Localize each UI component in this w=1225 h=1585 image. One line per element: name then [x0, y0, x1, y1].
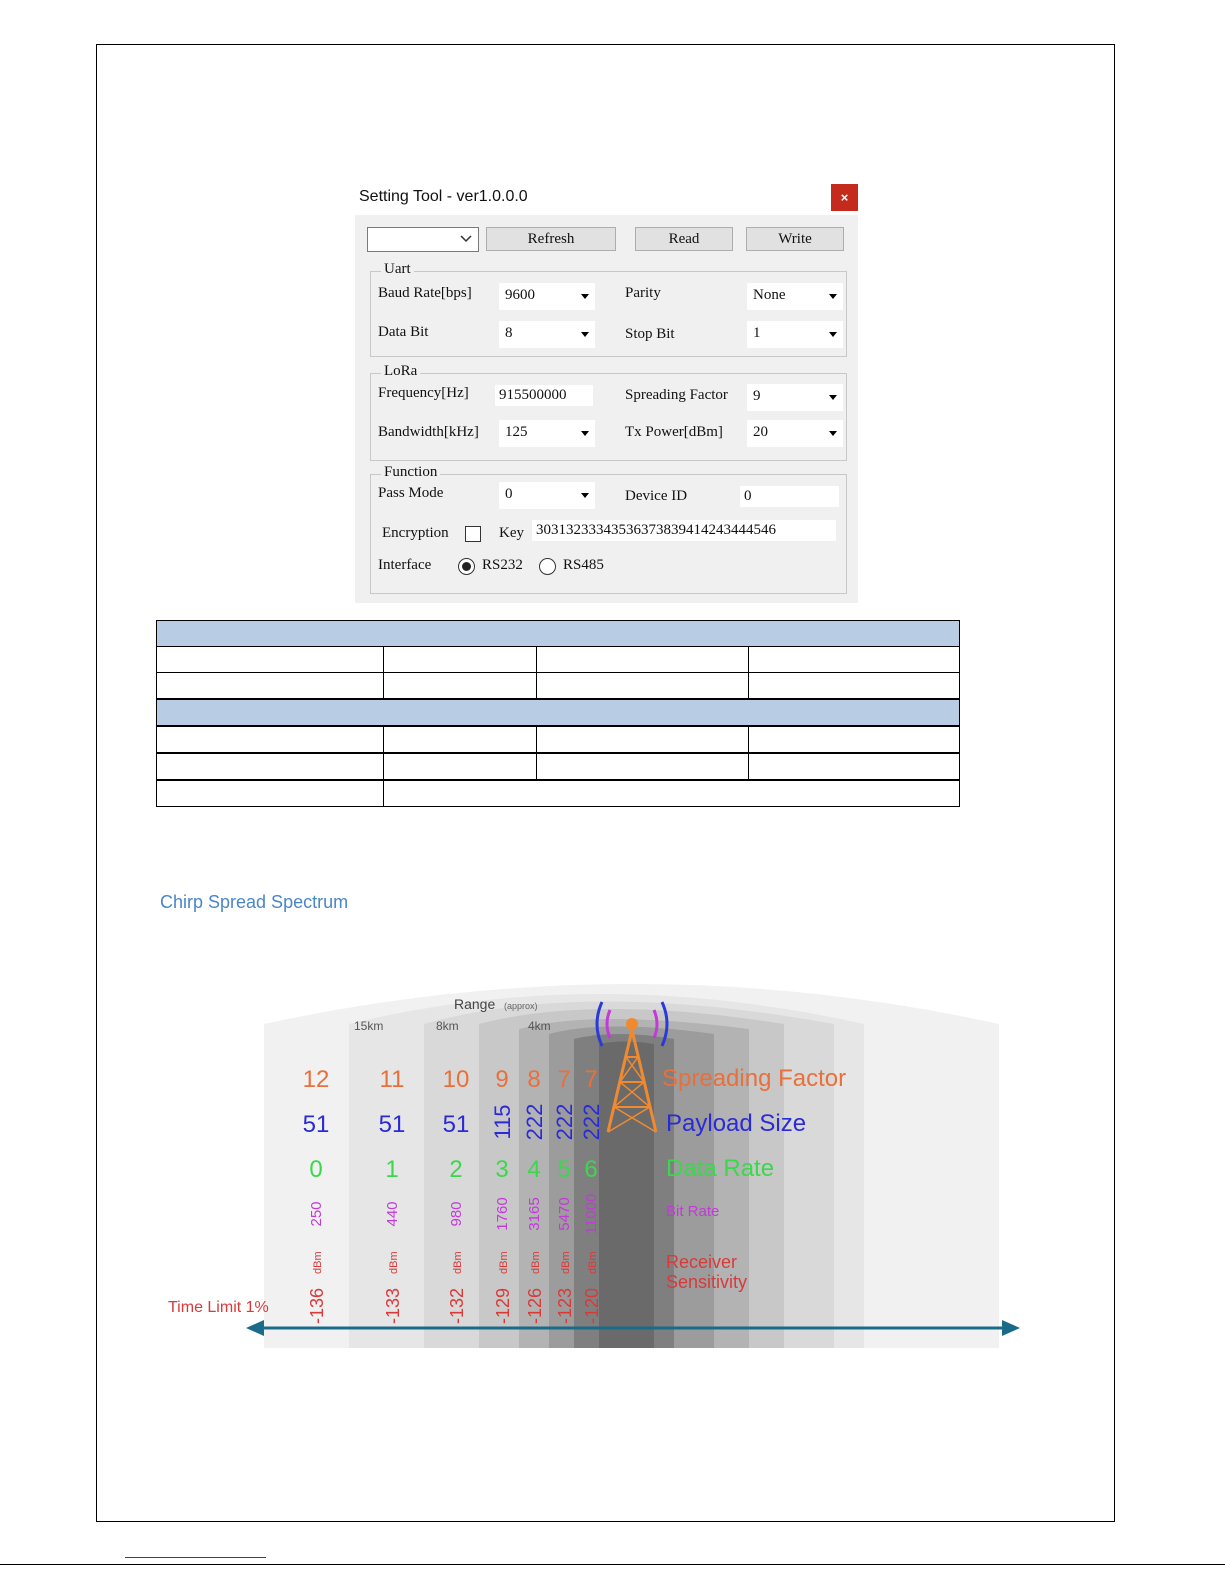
key-label: Key: [499, 525, 524, 541]
refresh-button[interactable]: Refresh: [486, 227, 616, 251]
table-cell: [536, 727, 537, 752]
bit-rate-value: 980: [448, 1201, 465, 1227]
payload-size-value: 115: [490, 1104, 515, 1140]
data-bit-label: Data Bit: [378, 324, 429, 340]
table-row: [156, 726, 960, 753]
bit-rate-value: 3165: [526, 1197, 543, 1231]
sensitivity-unit: dBm: [530, 1251, 542, 1274]
sensitivity-unit: dBm: [560, 1251, 572, 1274]
parity-value: None: [753, 287, 786, 303]
legend-sensitivity: Sensitivity: [666, 1272, 748, 1292]
table-cell: [383, 781, 384, 806]
rs485-label: RS485: [563, 557, 604, 573]
table-cell: [536, 754, 537, 779]
data-rate-value: 3: [495, 1156, 509, 1183]
table-cell: [383, 647, 384, 672]
rs232-label: RS232: [482, 557, 523, 573]
title-bar: [355, 182, 858, 215]
stop-bit-select[interactable]: [747, 321, 843, 348]
spreading-factor-value: 10: [442, 1066, 470, 1093]
spreading-factor-value: 7: [584, 1066, 598, 1093]
data-rate-value: 5: [557, 1156, 571, 1183]
lora-group-label: LoRa: [381, 363, 420, 380]
spec-table: [156, 620, 960, 807]
data-rate-value: 6: [584, 1156, 598, 1183]
sensitivity-value: -136: [307, 1287, 327, 1324]
range-label: Range: [454, 996, 496, 1012]
sensitivity-value: -120: [582, 1287, 602, 1324]
parity-label: Parity: [625, 285, 661, 301]
write-button[interactable]: Write: [746, 227, 844, 251]
key-input[interactable]: 30313233343536373839414243444546: [532, 520, 836, 541]
interface-label: Interface: [378, 557, 432, 573]
parity-select[interactable]: [747, 283, 843, 310]
table-row: [156, 672, 960, 699]
dropdown-arrow-icon: [581, 493, 589, 498]
legend-data-rate: Data Rate: [666, 1155, 775, 1182]
data-rate-value: 1: [385, 1156, 399, 1183]
spreading-factor-value: 11: [379, 1066, 405, 1093]
legend-payload-size: Payload Size: [666, 1110, 807, 1137]
bandwidth-select[interactable]: [499, 420, 595, 447]
table-cell: [536, 647, 537, 672]
tx-power-select[interactable]: [747, 420, 843, 447]
chirp-spread-spectrum-figure: [154, 884, 1043, 1348]
setting-tool-window: [355, 182, 858, 603]
sensitivity-unit: dBm: [312, 1251, 324, 1274]
device-id-label: Device ID: [625, 488, 688, 504]
sensitivity-unit: dBm: [452, 1251, 464, 1274]
sensitivity-value: -123: [555, 1287, 575, 1324]
encryption-label: Encryption: [382, 525, 449, 541]
baud-rate-select[interactable]: [499, 283, 595, 310]
table-cell: [383, 754, 384, 779]
pass-mode-value: 0: [505, 486, 513, 502]
sensitivity-unit: dBm: [498, 1251, 510, 1274]
data-rate-value: 0: [309, 1156, 323, 1183]
rs232-radio[interactable]: [458, 558, 475, 575]
pass-mode-label: Pass Mode: [378, 485, 444, 501]
sensitivity-unit: dBm: [388, 1251, 400, 1274]
dropdown-arrow-icon: [829, 431, 837, 436]
payload-size-value: 51: [302, 1111, 330, 1138]
read-button[interactable]: Read: [635, 227, 733, 251]
table-header-row: [156, 620, 960, 647]
time-limit-label: Time Limit 1%: [168, 1299, 269, 1316]
table-cell: [748, 727, 749, 752]
legend-receiver: Receiver: [666, 1252, 738, 1272]
spreading-factor-value: 7: [557, 1066, 571, 1093]
radio-selected-dot: [462, 562, 471, 571]
payload-size-value: 51: [442, 1111, 470, 1138]
stop-bit-label: Stop Bit: [625, 326, 675, 342]
window-title: Setting Tool - ver1.0.0.0: [359, 188, 528, 205]
spreading-factor-label: Spreading Factor: [625, 387, 728, 403]
table-cell: [748, 673, 749, 698]
footer-rule: [0, 1564, 1225, 1565]
payload-size-value: 51: [378, 1111, 406, 1138]
bit-rate-value: 250: [308, 1201, 325, 1227]
dropdown-arrow-icon: [829, 332, 837, 337]
range-mark-label: 4km: [528, 1019, 551, 1033]
footer-link-underline: [125, 1557, 266, 1558]
sensitivity-value: -132: [447, 1287, 467, 1324]
spreading-factor-value: 12: [302, 1066, 330, 1093]
dropdown-arrow-icon: [581, 294, 589, 299]
close-button[interactable]: ×: [831, 184, 858, 211]
bit-rate-value: 11000: [583, 1193, 600, 1235]
sensitivity-value: -133: [383, 1287, 403, 1324]
data-rate-value: 4: [527, 1156, 541, 1183]
function-group-label: Function: [381, 464, 440, 481]
uart-group-label: Uart: [381, 261, 414, 278]
sensitivity-value: -129: [493, 1287, 513, 1324]
figure-canvas: [154, 884, 1043, 1348]
spreading-factor-value: 9: [495, 1066, 509, 1093]
table-cell: [536, 673, 537, 698]
table-cell: [748, 647, 749, 672]
dropdown-arrow-icon: [829, 294, 837, 299]
dropdown-arrow-icon: [581, 431, 589, 436]
table-row: [156, 646, 960, 673]
table-cell: [748, 754, 749, 779]
payload-size-value: 222: [579, 1103, 604, 1141]
range-mark-label: 8km: [436, 1019, 459, 1033]
spreading-factor-select[interactable]: [747, 384, 843, 411]
payload-size-value: 222: [522, 1103, 547, 1141]
bandwidth-label: Bandwidth[kHz]: [378, 424, 479, 440]
bandwidth-value: 125: [505, 424, 528, 440]
legend-spreading-factor: Spreading Factor: [662, 1065, 847, 1092]
baud-rate-value: 9600: [505, 287, 535, 303]
spreading-factor-value: 9: [753, 388, 761, 404]
table-cell: [383, 727, 384, 752]
payload-size-value: 222: [552, 1103, 577, 1141]
range-note: (approx): [504, 1001, 538, 1011]
data-bit-value: 8: [505, 325, 513, 341]
window-body: [355, 215, 858, 603]
tx-power-label: Tx Power[dBm]: [625, 424, 723, 440]
bit-rate-value: 440: [384, 1201, 401, 1227]
dropdown-arrow-icon: [581, 332, 589, 337]
chevron-down-icon: [460, 232, 472, 244]
dropdown-arrow-icon: [829, 395, 837, 400]
stop-bit-value: 1: [753, 325, 761, 341]
spreading-factor-value: 8: [527, 1066, 541, 1093]
table-cell: [383, 673, 384, 698]
table-header-row: [156, 699, 960, 726]
sensitivity-unit: dBm: [587, 1251, 599, 1274]
data-bit-select[interactable]: [499, 321, 595, 348]
table-row: [156, 780, 960, 807]
sensitivity-value: -126: [525, 1287, 545, 1324]
encryption-checkbox[interactable]: [465, 526, 481, 542]
figure-title: Chirp Spread Spectrum: [160, 892, 349, 912]
legend-bit-rate: Bit Rate: [666, 1203, 720, 1220]
frequency-label: Frequency[Hz]: [378, 385, 469, 401]
table-row: [156, 753, 960, 780]
port-select[interactable]: [367, 227, 479, 252]
frequency-input[interactable]: 915500000: [495, 385, 593, 406]
device-id-input[interactable]: 0: [740, 486, 839, 507]
data-rate-value: 2: [449, 1156, 463, 1183]
tx-power-value: 20: [753, 424, 768, 440]
baud-rate-label: Baud Rate[bps]: [378, 285, 472, 301]
rs485-radio[interactable]: [539, 558, 556, 575]
bit-rate-value: 5470: [556, 1197, 573, 1231]
pass-mode-select[interactable]: [499, 482, 595, 509]
range-mark-label: 15km: [354, 1019, 384, 1033]
bit-rate-value: 1760: [494, 1197, 511, 1231]
